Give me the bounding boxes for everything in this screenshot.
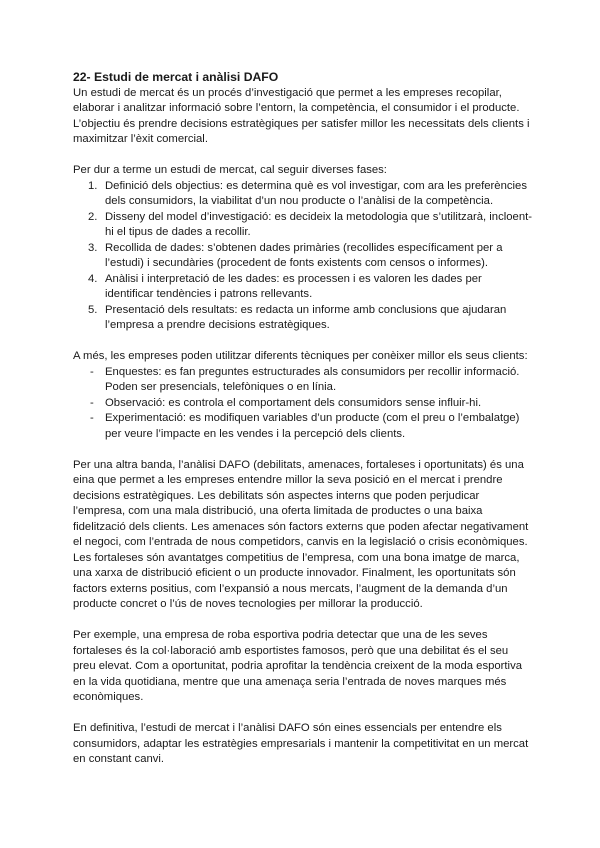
spacer <box>73 706 533 722</box>
example-paragraph: Per exemple, una empresa de roba esportiva podria detectar que una de les seves fortaleses és la col·laboració amb esportistes famosos, però que una debilitat és el seu preu elevat. Com a oportunitat, podria aprofitar la tendència creixent de la moda esportiva en la vida quotidiana, mentre que una amenaça seria l’entrada de noves marques més econòmiques. <box>73 629 522 703</box>
phase-text: Presentació dels resultats: es redacta un informe amb conclusions que ajudaran l’empresa a prendre decisions estratègiques. <box>105 303 507 331</box>
techniques-list <box>73 365 533 443</box>
phase-text: Disseny del model d’investigació: es decideix la metodologia que s’utilitzarà, incloent-hi el tipus de dades a recollir. <box>105 210 532 238</box>
technique-text: Experimentació: es modifiquen variables d’un producte (com el preu o l’embalatge) per veure l’impacte en les vendes i la percepció dels clients. <box>105 412 520 440</box>
spacer <box>73 442 533 458</box>
phase-item <box>73 272 533 303</box>
technique-text: Enquestes: es fan preguntes estructurades als consumidors per recollir informació. Poden ser presencials, telefòniques o en línia. <box>105 365 520 393</box>
technique-item <box>73 411 533 442</box>
dafo-paragraph: Per una altra banda, l’anàlisi DAFO (debilitats, amenaces, fortaleses i oportunitats) és una eina que permet a les empreses entendre millor la seva posició en el mercat i prendre decisions estratègiques. Les debilitats són aspectes interns que poden perjudicar l’empresa, com una mala distribució, una oferta limitada de productes o una baixa fidelització dels clients. Les amenaces són factors externs que poden afectar negativament el negoci, com l’entrada de nous competidors, canvis en la legislació o crisis econòmiques. Les fortaleses són avantatges competitius de l’empresa, com una bona imatge de marca, una xarxa de distribució eficient o un producte innovador. Finalment, les oportunitats són factors externs positius, com l’expansió a nous mercats, l’augment de la demanda d’un producte concret o l’ús de noves tecnologies per millorar la producció. <box>73 458 529 610</box>
list-dash: - <box>90 396 94 409</box>
phase-text: Recollida de dades: s’obtenen dades primàries (recollides específicament per a l’estudi) i secundàries (procedent de fonts existents com censos o informes). <box>105 241 503 269</box>
intro-paragraph: Un estudi de mercat és un procés d’investigació que permet a les empreses recopilar, elaborar i analitzar informació sobre l’entorn, la competència, el consumidor i el producte. L’objectiu és prendre decisions estratègiques per satisfer millor les necessitats dels clients i maximitzar l’èxit comercial. <box>73 86 530 145</box>
list-number: 5. <box>88 303 98 316</box>
list-number: 4. <box>88 272 98 285</box>
phase-item <box>73 241 533 272</box>
list-number: 1. <box>88 179 98 192</box>
phases-list <box>73 179 533 334</box>
page-title: 22- Estudi de mercat i anàlisi DAFO <box>73 70 279 84</box>
list-number: 2. <box>88 210 98 223</box>
document-page <box>73 70 533 768</box>
spacer <box>73 334 533 350</box>
phase-text: Definició dels objectius: es determina què es vol investigar, com ara les preferències dels consumidors, la viabilitat d’un nou producte o l’anàlisi de la competència. <box>105 179 527 207</box>
phase-text: Anàlisi i interpretació de les dades: es processen i es valoren les dades per identificar tendències i patrons rellevants. <box>105 272 482 300</box>
techniques-intro: A més, les empreses poden utilitzar diferents tècniques per conèixer millor els seus clients: <box>73 350 528 362</box>
list-dash: - <box>90 412 94 424</box>
technique-text: Observació: es controla el comportament dels consumidors sense influir-hi. <box>105 396 482 409</box>
list-dash: - <box>90 365 94 378</box>
spacer <box>73 613 533 629</box>
conclusion-paragraph: En definitiva, l’estudi de mercat i l’anàlisi DAFO són eines essencials per entendre els consumidors, adaptar les estratègies empresarials i mantenir la competitivitat en un mercat en constant canvi. <box>73 722 529 765</box>
phase-item <box>73 303 533 334</box>
phase-item <box>73 210 533 241</box>
list-number: 3. <box>88 241 98 254</box>
technique-item <box>73 396 533 412</box>
spacer <box>73 148 533 164</box>
technique-item <box>73 365 533 396</box>
phase-item <box>73 179 533 210</box>
phases-intro: Per dur a terme un estudi de mercat, cal seguir diverses fases: <box>73 164 387 176</box>
